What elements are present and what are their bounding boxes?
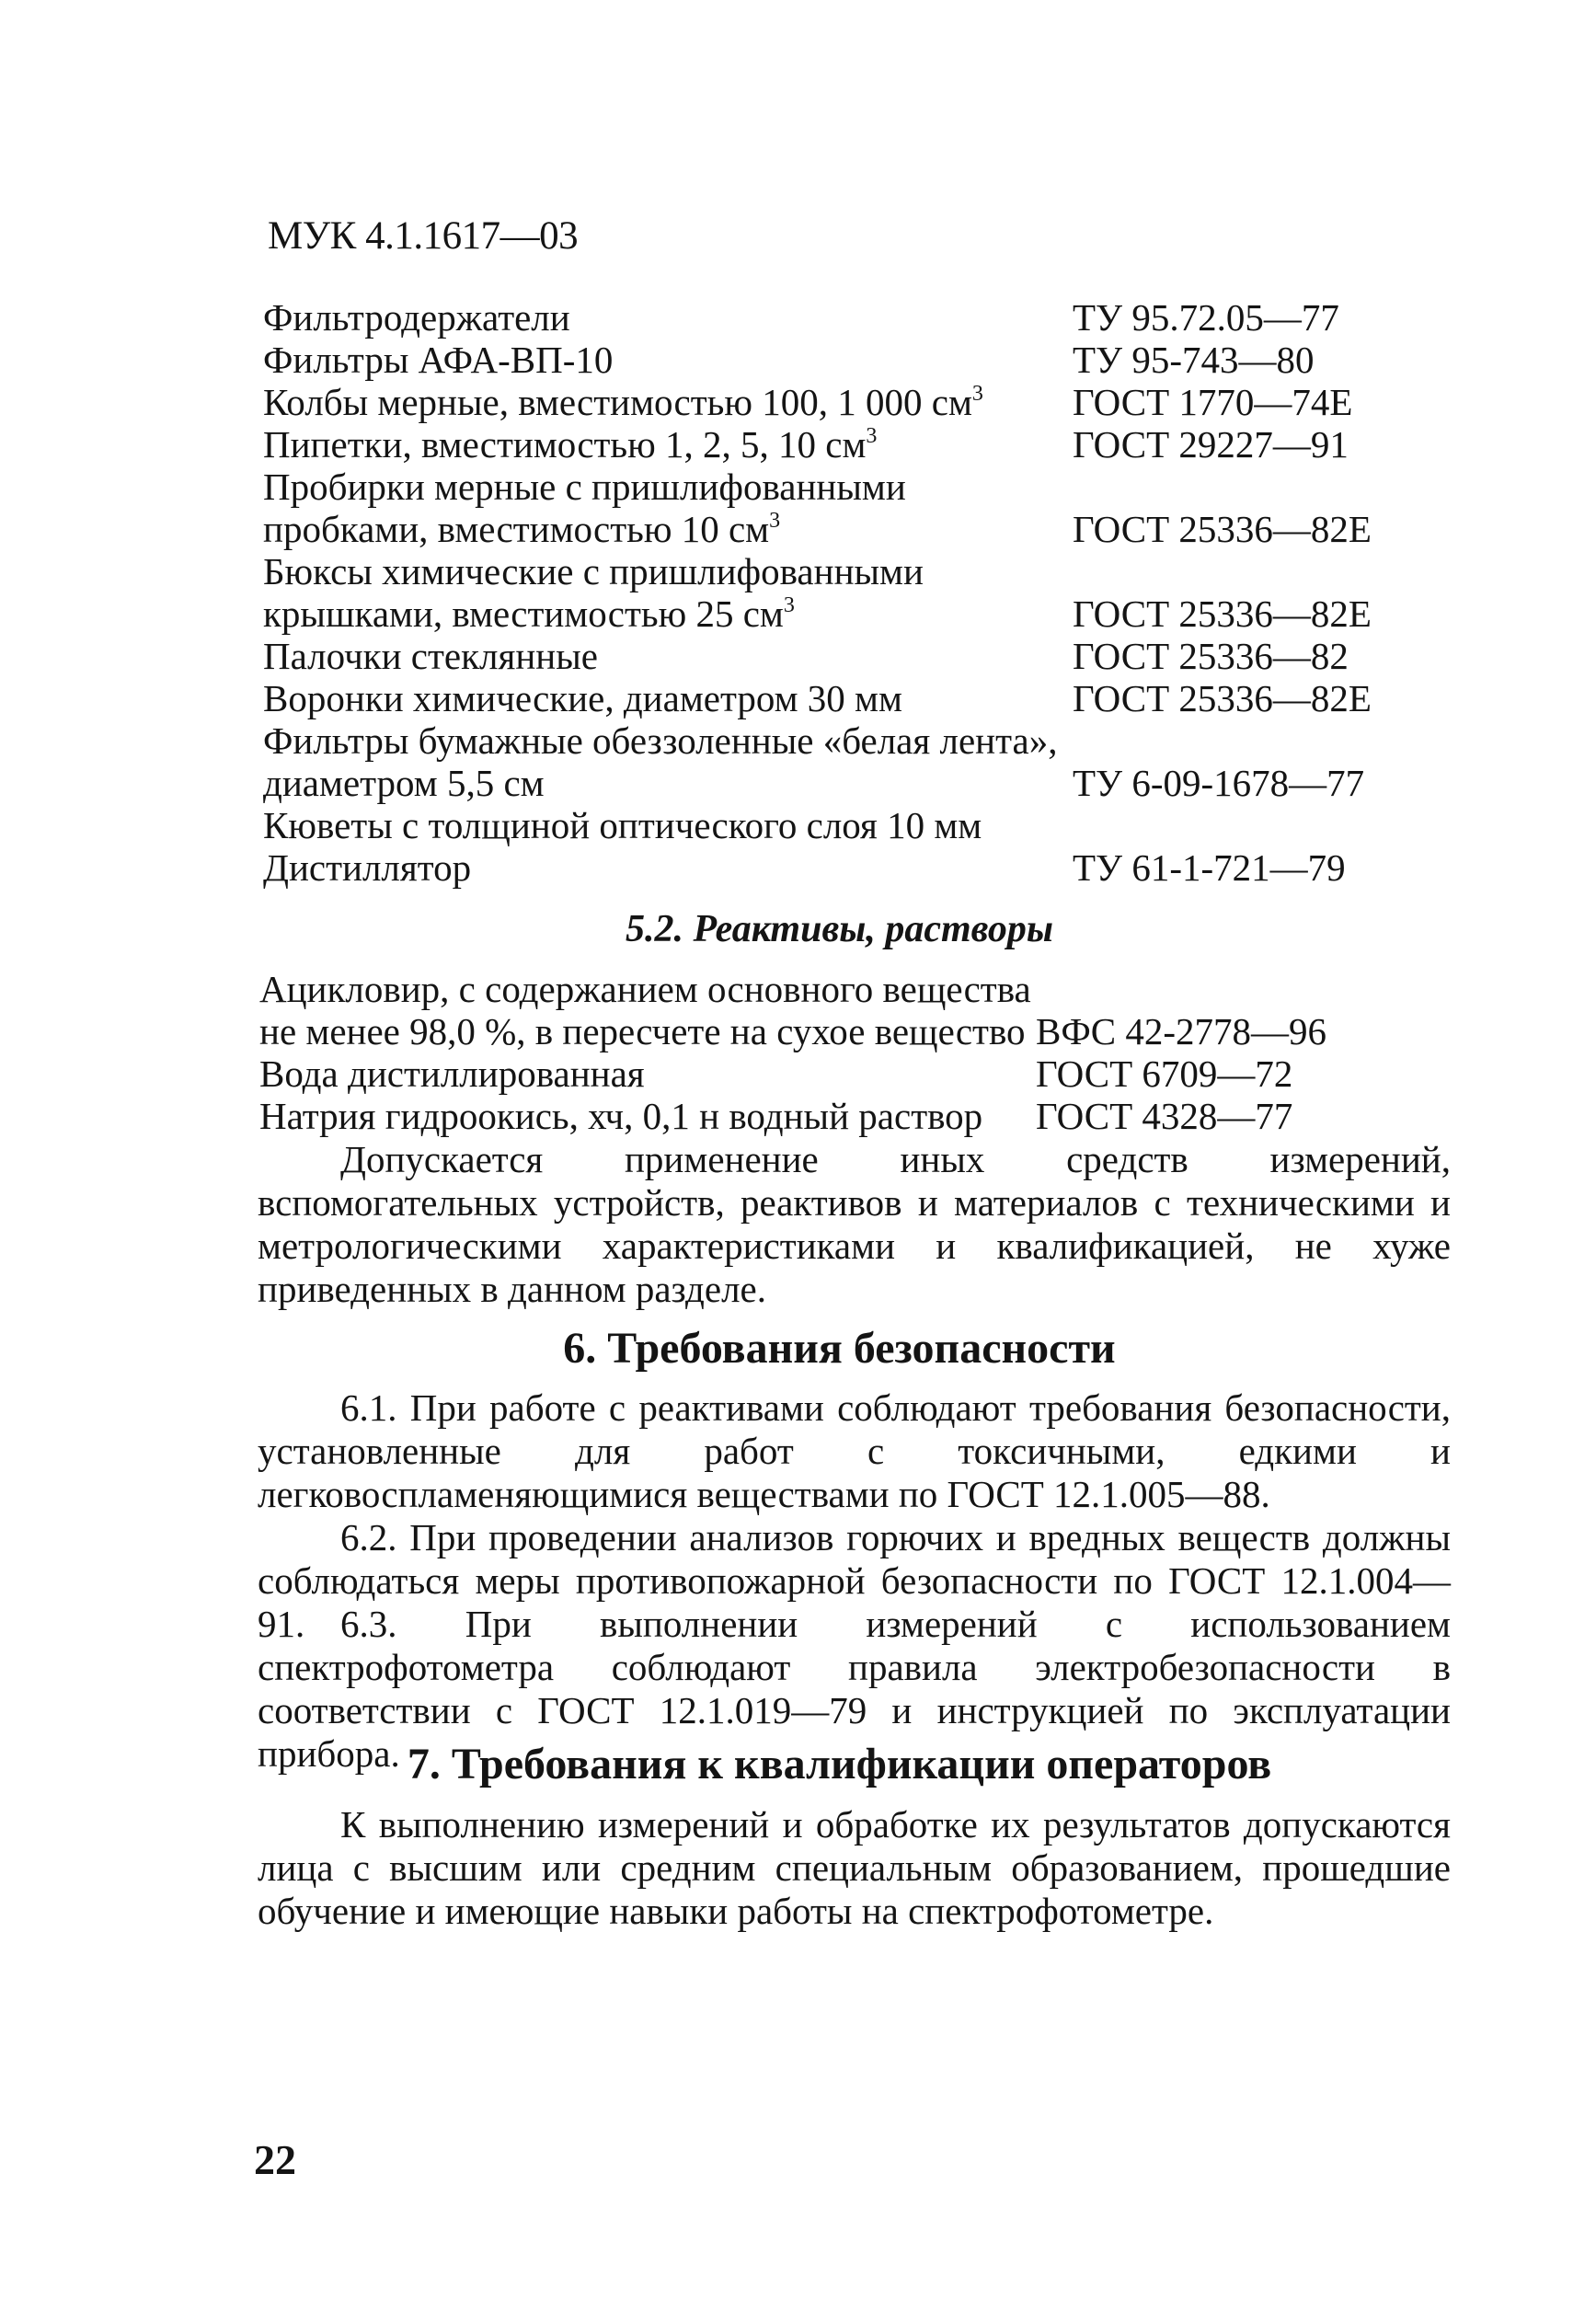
section-heading-reagents: 5.2. Реактивы, растворы xyxy=(625,908,1054,950)
reagent-name: Натрия гидроокись, хч, 0,1 н водный раствор xyxy=(259,1095,983,1137)
safety-paragraph-6-3: 6.3. При выполнении измерений с использованием спектрофотометра соблюдают правила электробезопасности в соответствии с ГОСТ 12.1.019—79 и инструкцией по эксплуатации прибора. xyxy=(258,1603,1451,1775)
document-code: МУК 4.1.1617—03 xyxy=(268,214,579,258)
section-heading-safety: 6. Требования безопасности xyxy=(563,1324,1116,1373)
equipment-row xyxy=(263,719,1404,762)
equipment-row xyxy=(263,804,1404,846)
equipment-row xyxy=(263,846,1404,889)
equipment-name: пробками, вместимостью 10 $см^3$ xyxy=(263,508,781,550)
equipment-row xyxy=(263,296,1404,339)
equipment-row xyxy=(263,635,1404,677)
equipment-standard: ТУ 95-743—80 xyxy=(1073,339,1315,381)
reagent-name: не менее 98,0 %, в пересчете на сухое вещество xyxy=(259,1010,1026,1052)
equipment-name: Кюветы с толщиной оптического слоя 10 мм xyxy=(263,804,982,846)
page-number: 22 xyxy=(254,2136,296,2183)
equipment-standard: ГОСТ 25336—82 xyxy=(1073,635,1349,677)
equipment-row xyxy=(263,762,1404,804)
equipment-name: Палочки стеклянные xyxy=(263,635,598,677)
equipment-name: Дистиллятор xyxy=(263,846,472,889)
equipment-standard: ТУ 6-09-1678—77 xyxy=(1073,762,1365,804)
equipment-standard: ГОСТ 25336—82Е xyxy=(1073,508,1372,550)
qualification-paragraph: К выполнению измерений и обработке их результатов допускаются лица с высшим или средним специальным образованием, прошедшие обучение и имеющие навыки работы на спектрофотометре. xyxy=(258,1803,1451,1932)
section-heading-qualification: 7. Требования к квалификации операторов xyxy=(407,1740,1272,1788)
equipment-name: Фильтродержатели xyxy=(263,296,570,339)
equipment-name: Колбы мерные, вместимостью 100, 1 000 $см^3$ xyxy=(263,381,983,423)
reagents-list xyxy=(259,968,1455,1137)
safety-paragraph-6-2: 6.2. При проведении анализов горючих и вредных веществ должны соблюдаться меры противопожарной безопасности по ГОСТ 12.1.004—91. xyxy=(258,1516,1451,1645)
reagent-row xyxy=(259,968,1455,1010)
equipment-row xyxy=(263,339,1404,381)
equipment-name: крышками, вместимостью 25 $см^3$ xyxy=(263,592,795,635)
equipment-row xyxy=(263,677,1404,719)
reagent-standard: ВФС 42-2778—96 xyxy=(1036,1010,1326,1052)
equipment-row xyxy=(263,381,1404,423)
reagent-row xyxy=(259,1052,1455,1095)
equipment-standard: ТУ 61-1-721—79 xyxy=(1073,846,1346,889)
equipment-row xyxy=(263,423,1404,466)
reagent-name: Вода дистиллированная xyxy=(259,1052,645,1095)
equipment-row xyxy=(263,466,1404,508)
reagent-standard: ГОСТ 4328—77 xyxy=(1036,1095,1293,1137)
equipment-standard: ГОСТ 29227—91 xyxy=(1073,423,1349,466)
equipment-list xyxy=(263,296,1404,889)
equipment-standard: ГОСТ 25336—82Е xyxy=(1073,677,1372,719)
reagents-substitution-note: Допускается применение иных средств измерений, вспомогательных устройств, реактивов и материалов с техническими и метрологическими характеристиками и квалификацией, не хуже приведенных в данном разделе. xyxy=(258,1138,1451,1310)
equipment-name: Фильтры бумажные обеззоленные «белая лента», xyxy=(263,719,1058,762)
reagent-row xyxy=(259,1010,1455,1052)
equipment-row xyxy=(263,508,1404,550)
equipment-row xyxy=(263,550,1404,592)
equipment-standard: ТУ 95.72.05—77 xyxy=(1073,296,1339,339)
equipment-standard: ГОСТ 1770—74Е xyxy=(1073,381,1353,423)
equipment-name: Пипетки, вместимостью 1, 2, 5, 10 $см^3$ xyxy=(263,423,878,466)
reagent-row xyxy=(259,1095,1455,1137)
reagent-standard: ГОСТ 6709—72 xyxy=(1036,1052,1293,1095)
equipment-standard: ГОСТ 25336—82Е xyxy=(1073,592,1372,635)
safety-paragraph-6-1: 6.1. При работе с реактивами соблюдают требования безопасности, установленные для работ с токсичными, едкими и легковоспламеняющимися веществами по ГОСТ 12.1.005—88. xyxy=(258,1386,1451,1515)
equipment-name: Воронки химические, диаметром 30 мм xyxy=(263,677,902,719)
equipment-name: Фильтры АФА-ВП-10 xyxy=(263,339,614,381)
equipment-name: Бюксы химические с пришлифованными xyxy=(263,550,924,592)
equipment-name: Пробирки мерные с пришлифованными xyxy=(263,466,906,508)
equipment-name: диаметром 5,5 см xyxy=(263,762,545,804)
reagent-name: Ацикловир, с содержанием основного вещества xyxy=(259,968,1031,1010)
equipment-row xyxy=(263,592,1404,635)
